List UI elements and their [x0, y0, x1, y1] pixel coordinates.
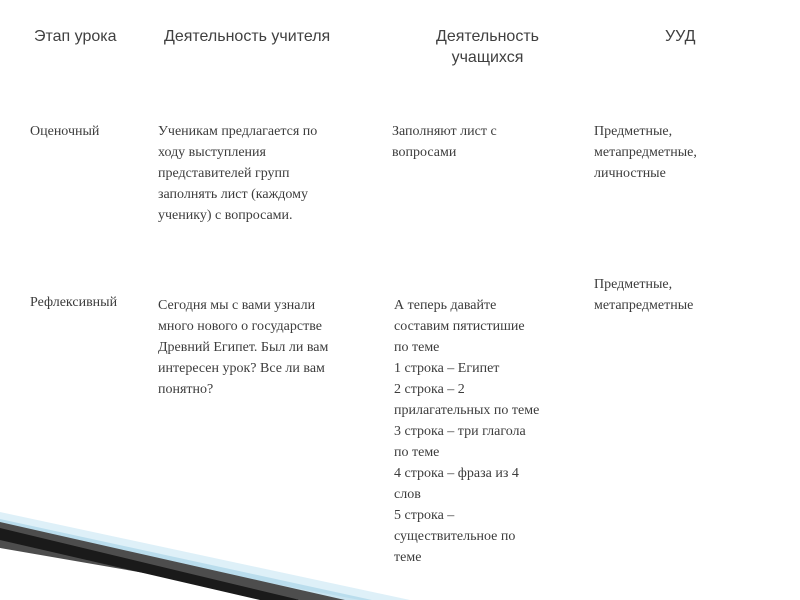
row-2-students: А теперь давайте составим пятистишие по теме 1 строка – Египет 2 строка – 2 прилагательных по теме 3 строка – три глагола по теме 4 строка – фраза из 4 слов 5 строка – существительное по теме: [394, 298, 540, 565]
row-1-students: Заполняют лист с вопросами: [392, 124, 497, 160]
row-2-teacher: Сегодня мы с вами узнали много нового о государстве Древний Египет. Был ли вам интересен урок? Все ли вам понятно?: [158, 298, 329, 397]
row-2-uud: Предметные, метапредметные: [594, 277, 694, 313]
row-1-uud: Предметные, метапредметные, личностные: [594, 124, 697, 181]
header-teacher: Деятельность учителя: [164, 28, 331, 45]
header-students: Деятельность учащихся: [436, 28, 539, 66]
header-uud: УУД: [665, 28, 696, 45]
row-2-stage: Рефлексивный: [30, 295, 118, 310]
row-1-stage: Оценочный: [30, 124, 100, 139]
row-1-teacher: Ученикам предлагается по ходу выступления представителей групп заполнять лист (каждому ученику) с вопросами.: [158, 124, 318, 223]
header-stage: Этап урока: [34, 28, 117, 45]
